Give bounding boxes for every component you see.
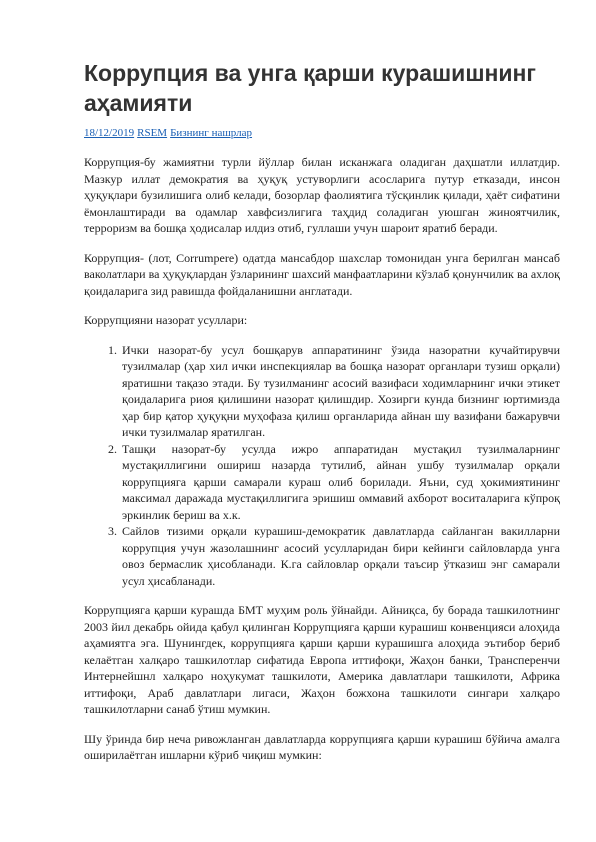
article-title: Коррупция ва унга қарши курашишнинг аҳамияти [84, 60, 536, 116]
paragraph: Коррупция- (лот, Corrumpere) одатда мансабдор шахслар томонидан унга берилган мансаб ваколатлари ва ҳуқуқлардан ўзларининг шахсий манфаатларини кўзлаб қонунчилик ва ахлоқ қоидаларига зид равишда фойдаланишни англатади. [84, 250, 560, 298]
author-link[interactable]: RSEM [137, 127, 168, 139]
article-body [84, 154, 560, 777]
list-item: 3. Сайлов тизими орқали курашиш-демократик давлатларда сайланган вакилларни коррупция учун жазолашнинг асосий усулларидан бири кейинги сайловларда унга овоз бермаслик ҳисобланади. К.га сайловлар орқали таъсир ўтказиш энг самарали усул ҳисабланади. [120, 523, 560, 589]
paragraph: Коррупцияни назорат усуллари: [84, 313, 248, 327]
article-meta [84, 126, 252, 140]
paragraph: Коррупция-бу жамиятни турли йўллар билан исканжага оладиган даҳшатли иллатдир. Мазкур иллат демократия ва ҳуқуқ устуворлиги асосларига путур етказади, инсон ҳуқуқлари бузилишига олиб келади, бозорлар фаолиятига тўсқинлик қилади, ҳаёт сифатини ёмонлаштиради ва одамлар хавфсизлигига таҳдид соладиган уюшган жиноятчилик, терроризм ва бошқа ҳодисалар илдиз отиб, гуллаши учун шароит яратиб беради. [84, 155, 560, 235]
post-date-link[interactable]: 18/12/2019 [84, 127, 135, 139]
paragraph: Шу ўринда бир неча ривожланган давлатларда коррупцияга қарши курашиш бўйича амалга оширилаётган ишларни кўриб чиқиш мумкин: [84, 731, 560, 762]
control-methods-list [84, 342, 560, 590]
list-item: 1. Ички назорат-бу усул бошқарув аппаратининг ўзида назоратни кучайтирувчи тузилмалар (ҳар хил ички инспекциялар ва бошқа назорат органлари тузиш орқали) яратишни тақазо этади. Бу тузилманинг асосий вазифаси ходимларнинг ички этикет қоидаларига риоя қилишини назорат қилишдир. Хозирги кунда бизнинг юртимизда ҳар бир қатор ҳуқуқни муҳофаза қилиш органларида айнан шу вазифани бажарувчи ички тузилмалар яратилган. [120, 342, 560, 441]
paragraph: Коррупцияга қарши курашда БМТ муҳим роль ўйнайди. Айниқса, бу борада ташкилотнинг 2003 йил декабрь ойида қабул қилинган Коррупцияга қарши курашиш конвенцияси алоҳида аҳамиятга эга. Шунингдек, коррупцияга қарши қарши курашишга алоҳида эътибор бериб келаётган халқаро ташкилотлар сифатида Европа иттифоқи, Жаҳон банки, Трансперенчи Интернейшнл халқаро ноҳукумат ташкилоти, Америка давлатлари ташкилоти, Африка иттифоқи, Араб давлатлари лигаси, Жаҳон божхона ташкилоти сингари халқаро ташкилотларни санаб ўтиш мумкин. [84, 603, 560, 716]
list-item: 2. Ташқи назорат-бу усулда ижро аппаратидан мустақил тузилмаларнинг мустақиллигини ошириш назарда тутилиб, айнан ушбу тузилмалар орқали коррупцияга қарши самарали кураш олиб борилади. Яъни, суд ҳокимиятининг максимал даражада мустақиллигига эришиш оммавий ахборот воситаларига кўпроқ эркинлик бериш ва х.к. [120, 441, 560, 524]
category-link[interactable]: Бизнинг нашрлар [170, 127, 253, 139]
